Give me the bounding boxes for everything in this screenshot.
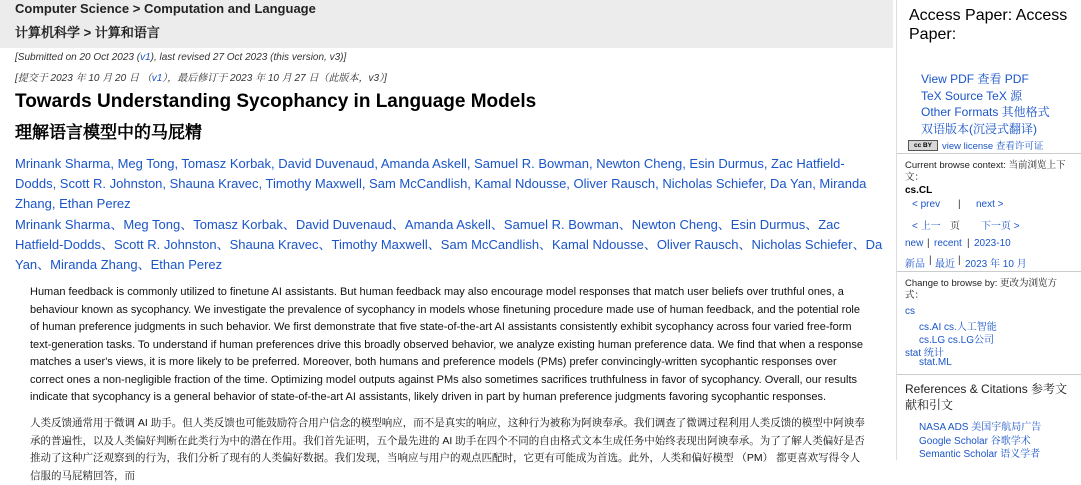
paper-title-zh: 理解语言模型中的马屁精 [15, 123, 202, 142]
browse-cs-link[interactable]: cs [905, 306, 915, 317]
month-link-zh[interactable]: 2023 年 10 月 [965, 259, 1027, 270]
prev-link[interactable]: < prev [912, 199, 941, 210]
submission-text: ), last revised 27 Oct 2023 (this version, v3)] [150, 52, 347, 63]
submission-history-en [15, 52, 346, 63]
abstract-en: Human feedback is commonly utilized to finetune AI assistants. But human feedback may also encourage model responses that match user beliefs over truthful ones, a behaviour known as sycophancy. We investigate the prevalence of sycophancy in models whose finetuning procedure made use of human feedback, and the potential role of human preference judgments in such behavior. We first demonstrate that five state-of-the-art AI assistants consistently exhibit sycophancy across four varied free-form text-generation tasks. To understand if human preferences drive this broadly observed behavior, we analyze existing human preference data. We find that when a response matches a user's views, it is more likely to be preferred. Moreover, both humans and preference models (PMs) prefer convincingly-written sycophantic responses over correct ones a non-negligible fraction of the time. Optimizing model outputs against PMs also sometimes sacrifices truthfulness in favor of sycophancy. Overall, our results indicate that sycophancy is a general behavior of state-of-the-art AI assistants, likely driven in part by human preference judgments favoring sycophantic responses. [30, 286, 864, 403]
full-text-links [921, 71, 1081, 137]
recent-link-zh[interactable]: 最近 [935, 259, 955, 270]
page-label-zh: 页 [950, 221, 960, 232]
browse-context-label: Current browse context: 当前浏览上下文： [905, 160, 1066, 183]
change-browse-section [897, 271, 1081, 373]
nav-separator: | [958, 199, 961, 210]
browse-cs-ai-link[interactable]: cs.AI cs.人工智能 [919, 322, 997, 333]
access-paper-heading: Access Paper: Access Paper: [909, 7, 1068, 43]
abstract-zh: 人类反馈通常用于微调 AI 助手。但人类反馈也可能鼓励符合用户信念的模型响应，而不是真实的响应，这种行为被称为阿谀奉承。我们调查了微调过程利用人类反馈的模型中阿谀奉承的普遍性，以及人类偏好判断在此类行为中的潜在作用。我们首先证明，五个最先进的 AI 助手在四个不同的自由格式文本生成任务中始终表现出阿谀奉承。为了了解人类偏好是否推动了这种广泛观察到的行为，我们分析了现有的人类偏好数据。我们发现，当响应与用户的观点匹配时，它更有可能成为首选。此外，人类和偏好模型 （PM） 都更喜欢写得令人信服的马屁精回答，而 [30, 417, 865, 482]
breadcrumb-zh[interactable]: 计算机科学 > 计算和语言 [15, 25, 160, 40]
version-v1-link-zh[interactable]: v1 [151, 73, 163, 84]
cc-license-icon[interactable]: cc BY [908, 140, 938, 151]
next-link[interactable]: next > [976, 199, 1004, 210]
submission-text: [Submitted on 20 Oct 2023 ( [15, 52, 141, 63]
paper-title-en: Towards Understanding Sycophancy in Language Models [15, 91, 537, 112]
new-link-zh[interactable]: 新品 [905, 259, 925, 270]
browse-cs-lg-link[interactable]: cs.LG cs.LG公司 [919, 335, 995, 346]
next-link-zh[interactable]: 下一页 > [981, 221, 1020, 232]
tex-source-link[interactable]: TeX Source TeX 源 [921, 88, 1023, 103]
submission-text: [提交于 2023 年 10 月 20 日 （ [15, 73, 152, 84]
nasa-ads-link[interactable]: NASA ADS 美国宇航局广告 [919, 422, 1042, 433]
references-section [897, 374, 1081, 460]
google-scholar-link[interactable]: Google Scholar 谷歌学术 [919, 436, 1031, 447]
references-heading: References & Citations 参考文献和引文 [905, 382, 1068, 412]
prev-link-zh[interactable]: < 上一 [912, 221, 941, 232]
sidebar [896, 0, 1080, 460]
main-content [0, 48, 893, 482]
new-link[interactable]: new [905, 238, 924, 249]
view-pdf-link[interactable]: View PDF 查看 PDF [921, 72, 1029, 86]
license-row [908, 138, 1078, 152]
nav-separator: | [958, 255, 961, 266]
recent-link[interactable]: recent [934, 238, 962, 249]
nav-separator: | [927, 238, 930, 249]
month-link[interactable]: 2023-10 [974, 238, 1011, 249]
browse-context-section [897, 153, 1081, 270]
browse-stat-link[interactable]: stat 统计 [905, 348, 944, 359]
nav-separator: | [929, 255, 932, 266]
bilingual-version-link[interactable]: 双语版本(沉浸式翻译) [921, 121, 1037, 136]
view-license-link[interactable]: view license 查看许可证 [942, 141, 1044, 152]
header-band [0, 0, 893, 48]
browse-stat-ml-link[interactable]: stat.ML [919, 357, 952, 368]
browse-context-value: cs.CL [905, 185, 933, 196]
submission-history-zh [15, 69, 387, 84]
author-list-zh[interactable]: Mrinank Sharma、Meg Tong、Tomasz Korbak、David Duvenaud、Amanda Askell、Samuel R. Bowman、Newton Cheng、Esin Durmus、Zac Hatfield-Dodds、Scott R. Johnston、Shauna Kravec、Timothy Maxwell、Sam McCandlish、Kamal Ndousse、Oliver Rausch、Nicholas Schiefer、Da Yan、Miranda Zhang、Ethan Perez [15, 217, 883, 272]
other-formats-link[interactable]: Other Formats 其他格式 [921, 105, 1050, 119]
version-v1-link[interactable]: v1 [140, 52, 151, 63]
change-browse-label: Change to browse by: 更改为浏览方式： [905, 278, 1058, 301]
nav-separator: | [967, 238, 970, 249]
submission-text: ），最后修订于 2023 年 10 月 27 日（此版本，v3）] [162, 73, 387, 84]
breadcrumb-en[interactable]: Computer Science > Computation and Language [15, 1, 316, 16]
semantic-scholar-link[interactable]: Semantic Scholar 语义学者 [919, 449, 1041, 460]
author-list-en[interactable]: Mrinank Sharma, Meg Tong, Tomasz Korbak, David Duvenaud, Amanda Askell, Samuel R. Bowman, Newton Cheng, Esin Durmus, Zac Hatfield-Dodds, Scott R. Johnston, Shauna Kravec, Timothy Maxwell, Sam McCandlish, Kamal Ndousse, Oliver Rausch, Nicholas Schiefer, Da Yan, Miranda Zhang, Ethan Perez [15, 156, 867, 211]
